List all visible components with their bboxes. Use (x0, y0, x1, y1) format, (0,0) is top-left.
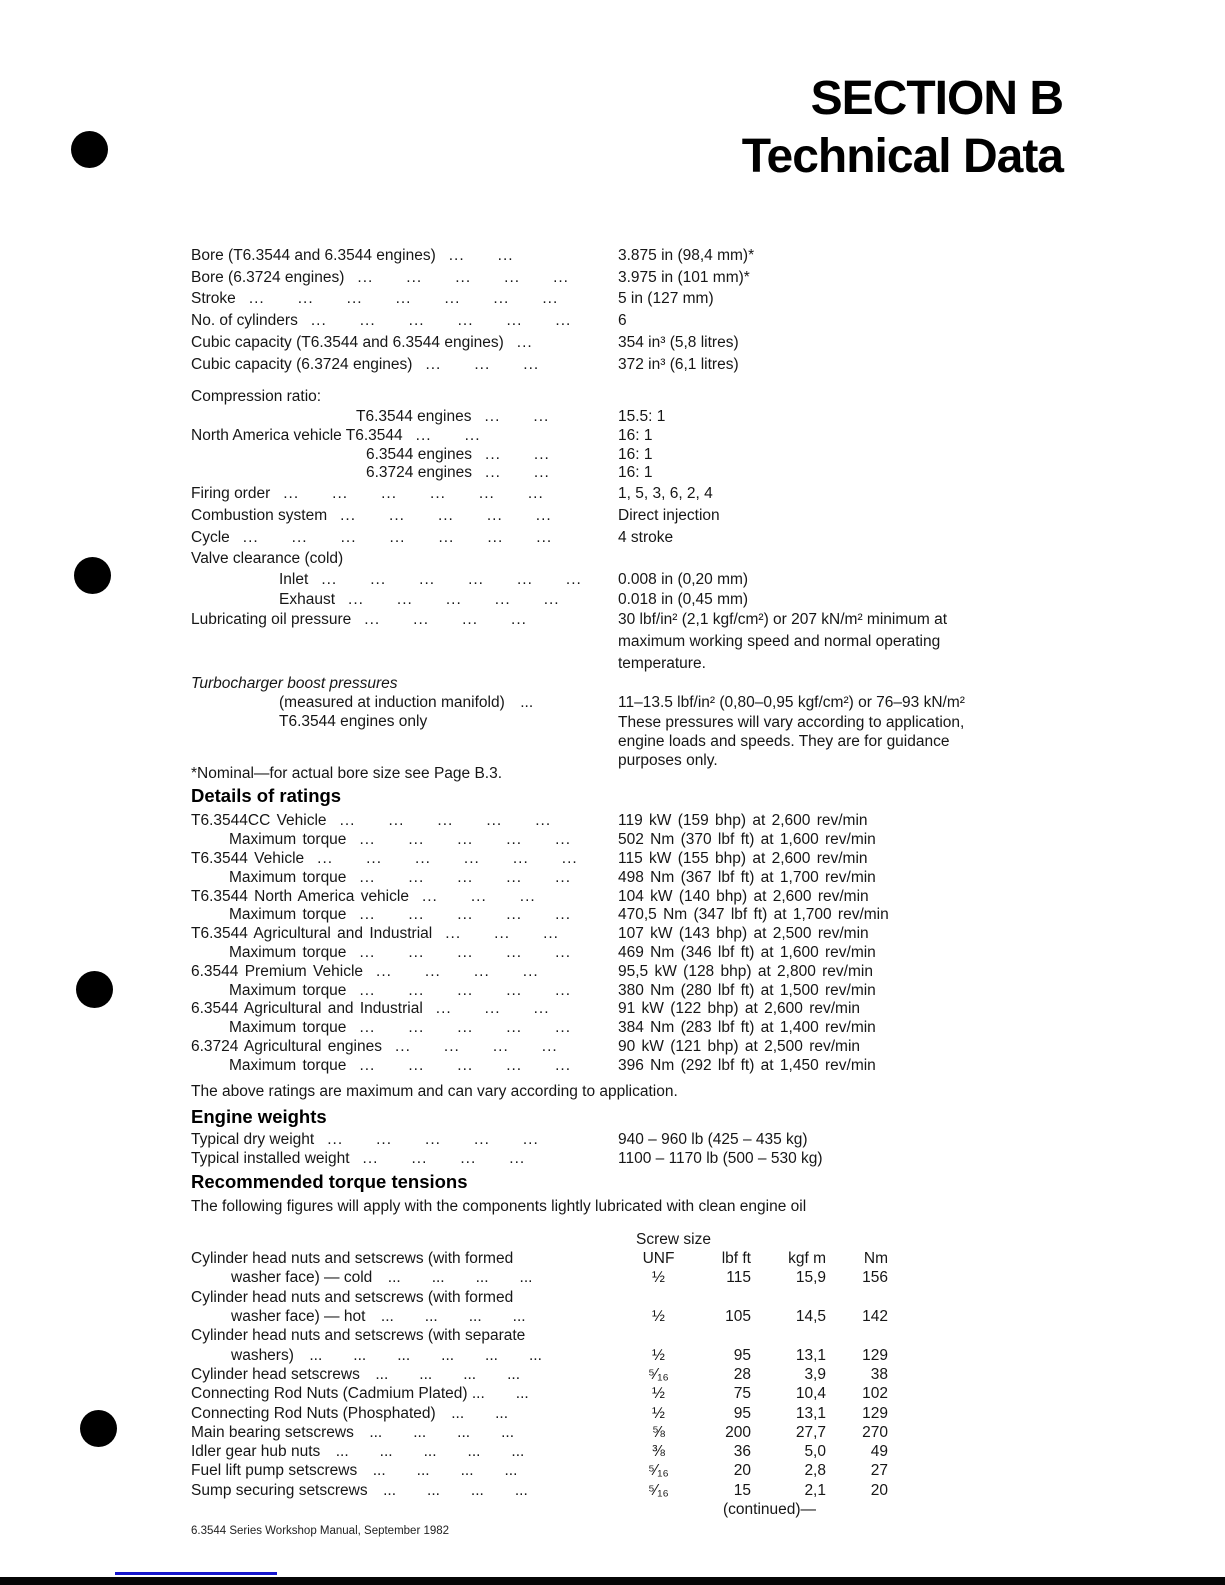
rating-label: Maximum torque ... ... ... ... ... (229, 868, 572, 886)
rating-label: 6.3544 Agricultural and Industrial ... ... ... (191, 1000, 550, 1018)
rating-value: 384 Nm (283 lbf ft) at 1,400 rev/min (618, 1019, 876, 1037)
torque-intro: The following figures will apply with the components lightly lubricated with clean engine oil (191, 1198, 807, 1216)
torque-nm: 142 (862, 1308, 888, 1326)
torque-kgfm: 14,5 (795, 1308, 826, 1326)
torque-row (191, 1404, 1061, 1423)
torque-row (191, 1249, 1061, 1288)
spec-label: Stroke ... ... ... ... ... ... ... (191, 290, 559, 308)
torque-lbfft: 75 (733, 1385, 751, 1403)
rating-label: T6.3544CC Vehicle ... ... ... ... ... (191, 812, 552, 830)
rating-value: 119 kW (159 bhp) at 2,600 rev/min (618, 812, 868, 830)
dot-leader: ... ... ... (445, 925, 559, 943)
bore-footnote: *Nominal—for actual bore size see Page B.3. (191, 765, 503, 783)
rating-label: Maximum torque ... ... ... ... ... (229, 943, 572, 961)
torque-lbfft: 105 (725, 1308, 751, 1326)
dot-leader: ... ... ... (421, 887, 536, 905)
torque-kgfm: 2,8 (804, 1462, 826, 1480)
torque-kgfm: 13,1 (795, 1404, 826, 1422)
spec-row (191, 446, 1061, 465)
torque-unf: ⁵⁄₁₆ (648, 1462, 669, 1480)
dot-leader: ... ... ... ... ... ... (317, 850, 578, 867)
spec-label: Bore (6.3724 engines) ... ... ... ... ... (191, 268, 569, 286)
torque-heading: Recommended torque tensions (191, 1171, 468, 1193)
dot-leader: ... ... ... ... ... (359, 868, 572, 886)
torque-unf: ⅝ (652, 1423, 665, 1441)
dot-leader: ... ... ... ... ... (359, 906, 572, 924)
torque-row-label: Main bearing setscrews ... ... ... ... (191, 1423, 514, 1441)
torque-kgfm: 5,0 (804, 1443, 826, 1461)
torque-kgfm: 27,7 (795, 1423, 826, 1441)
spec-row (191, 527, 1061, 549)
torque-unf: ½ (652, 1308, 665, 1326)
dot-leader: ... ... ... ... ... (348, 590, 560, 608)
torque-row (191, 1288, 1061, 1327)
spec-row (191, 354, 1061, 376)
torque-lbfft: 36 (733, 1443, 751, 1461)
page-content (191, 245, 1061, 1537)
rating-row (191, 812, 1061, 831)
dot-leader: ... ... ... ... ... (359, 1019, 572, 1037)
torque-unf: ½ (652, 1385, 665, 1403)
spec-label: Combustion system ... ... ... ... ... (191, 506, 552, 524)
rating-row (191, 850, 1061, 869)
torque-nm: 129 (862, 1404, 888, 1422)
spec-value: 3.875 in (98,4 mm)* (618, 247, 755, 264)
spec-label: North America vehicle T6.3544 ... ... (191, 426, 481, 444)
rating-label: T6.3544 Agricultural and Industrial ... ... ... (191, 925, 559, 943)
weight-label: Typical dry weight ... ... ... ... ... (191, 1130, 539, 1148)
spec-row (191, 609, 1061, 674)
spec-row (191, 570, 1061, 590)
rating-value: 104 kW (140 bhp) at 2,600 rev/min (618, 887, 869, 905)
turbo-boost-block (191, 674, 1061, 770)
torque-nm: 20 (870, 1481, 888, 1499)
spec-value: 5 in (127 mm) (618, 290, 714, 308)
spec-label: Firing order ... ... ... ... ... ... (191, 485, 544, 503)
rating-value: 498 Nm (367 lbf ft) at 1,700 rev/min (618, 868, 876, 886)
col-header-kgfm: kgf m (788, 1250, 826, 1268)
weight-row (191, 1130, 1061, 1149)
blue-underline-mark (115, 1572, 277, 1575)
torque-row (191, 1384, 1061, 1403)
torque-kgfm: 13,1 (795, 1346, 826, 1364)
col-header-nm: Nm (863, 1250, 888, 1268)
spec-value: 16: 1 (618, 445, 653, 463)
dot-leader: ... ... ... ... ... (357, 268, 569, 286)
rating-label: Maximum torque ... ... ... ... ... (229, 1056, 572, 1074)
ratings-heading: Details of ratings (191, 785, 342, 807)
rating-value: 95,5 kW (128 bhp) at 2,800 rev/min (618, 962, 873, 980)
torque-row (191, 1442, 1061, 1461)
punch-hole (76, 971, 113, 1008)
torque-kgfm: 15,9 (795, 1269, 826, 1287)
torque-lbfft: 115 (726, 1269, 751, 1287)
torque-row-label: Cylinder head setscrews ... ... ... ... (191, 1365, 521, 1383)
page-bottom-scan-bar (0, 1577, 1225, 1585)
torque-row-label: Cylinder head nuts and setscrews (with formed washer face) — hot ... ... ... ... (191, 1288, 526, 1326)
spec-row (191, 332, 1061, 354)
dot-leader: ... ... ... ... ... ... (321, 570, 582, 588)
torque-nm: 38 (870, 1365, 888, 1383)
torque-row-label: Connecting Rod Nuts (Cadmium Plated) ... ... (191, 1385, 529, 1403)
dot-leader: ... ... ... ... (376, 962, 539, 980)
spec-value: 1, 5, 3, 6, 2, 4 (618, 485, 713, 503)
torque-lbfft: 28 (733, 1365, 751, 1383)
rating-label: Maximum torque ... ... ... ... ... (229, 831, 572, 849)
rating-label: T6.3544 Vehicle ... ... ... ... ... ... (191, 850, 578, 867)
turbo-line2: (measured at induction manifold) ... (279, 694, 534, 712)
torque-row (191, 1365, 1061, 1384)
ratings-note: The above ratings are maximum and can vary according to application. (191, 1082, 678, 1100)
col-header-unf: UNF (642, 1250, 675, 1268)
rating-value: 90 kW (121 bhp) at 2,500 rev/min (618, 1037, 861, 1055)
torque-nm: 27 (870, 1462, 888, 1480)
spec-label: 6.3544 engines ... ... (366, 445, 550, 463)
rating-row (191, 906, 1061, 925)
spec-row (191, 408, 1061, 427)
torque-kgfm: 3,9 (804, 1365, 826, 1383)
rating-row (191, 888, 1061, 907)
rating-value: 107 kW (143 bhp) at 2,500 rev/min (618, 925, 869, 943)
punch-hole (74, 557, 111, 594)
rating-row (191, 831, 1061, 850)
turbo-labels (191, 674, 618, 770)
spec-value: 15.5: 1 (618, 407, 666, 425)
torque-unf: ⅜ (652, 1443, 665, 1461)
torque-unf: ½ (652, 1404, 665, 1422)
document-footer: 6.3544 Series Workshop Manual, September 1982 (191, 1525, 450, 1538)
torque-nm: 49 (870, 1443, 888, 1461)
weight-row (191, 1149, 1061, 1168)
torque-unf: ⁵⁄₁₆ (648, 1365, 669, 1383)
spec-row (191, 505, 1061, 527)
torque-kgfm: 2,1 (804, 1481, 826, 1499)
spec-value: 30 lbf/in² (2,1 kgf/cm²) or 207 kN/m² minimum at maximum working speed and normal operating temperature. (618, 611, 948, 672)
spec-row (191, 483, 1061, 505)
turbo-line3: T6.3544 engines only (279, 713, 428, 731)
rating-value: 396 Nm (292 lbf ft) at 1,450 rev/min (618, 1056, 876, 1074)
rating-row (191, 1000, 1061, 1019)
torque-lbfft: 95 (733, 1404, 751, 1422)
spec-value: 354 in³ (5,8 litres) (618, 333, 739, 351)
rating-label: 6.3544 Premium Vehicle ... ... ... ... (191, 962, 539, 980)
spec-label: No. of cylinders ... ... ... ... ... ... (191, 312, 572, 330)
spec-value: 16: 1 (618, 426, 653, 444)
torque-row (191, 1481, 1061, 1500)
continued-marker: (continued)— (723, 1501, 817, 1519)
screw-size-label: Screw size (636, 1231, 711, 1249)
spec-row (191, 245, 1061, 267)
rating-value: 380 Nm (280 lbf ft) at 1,500 rev/min (618, 981, 876, 999)
torque-row-label: Fuel lift pump setscrews ... ... ... ... (191, 1462, 518, 1480)
spec-row (191, 427, 1061, 446)
punch-hole (80, 1410, 117, 1447)
rating-row (191, 1038, 1061, 1057)
rating-label: 6.3724 Agricultural engines ... ... ... ... (191, 1037, 558, 1055)
rating-value: 469 Nm (346 lbf ft) at 1,600 rev/min (618, 943, 876, 961)
engine-spec-list (191, 245, 1061, 674)
weight-label: Typical installed weight ... ... ... ... (191, 1149, 526, 1167)
torque-row-label: Connecting Rod Nuts (Phosphated) ... ... (191, 1404, 509, 1422)
torque-nm: 156 (862, 1269, 888, 1287)
dot-leader: ... ... ... ... ... (359, 1056, 572, 1074)
weights-list (191, 1130, 1061, 1169)
spec-row (191, 310, 1061, 332)
spec-value: 0.008 in (0,20 mm) (618, 570, 749, 588)
weights-heading: Engine weights (191, 1105, 327, 1127)
torque-row-label: Idler gear hub nuts ... ... ... ... ... (191, 1443, 525, 1461)
rating-row (191, 1057, 1061, 1076)
section-title-block (742, 70, 1063, 186)
rating-value: 502 Nm (370 lbf ft) at 1,600 rev/min (618, 831, 876, 849)
turbo-values (618, 674, 990, 770)
spec-value: 16: 1 (618, 464, 653, 482)
rating-row (191, 944, 1061, 963)
dot-leader: ... ... (448, 247, 514, 264)
dot-leader: ... ... ... (435, 1000, 550, 1018)
dot-leader: ... ... ... ... (362, 1149, 526, 1167)
spec-label: Cycle ... ... ... ... ... ... ... (191, 528, 553, 546)
dot-leader: ... ... ... ... ... (359, 831, 572, 849)
torque-table-rows (191, 1249, 1061, 1500)
rating-value: 470,5 Nm (347 lbf ft) at 1,700 rev/min (618, 906, 889, 924)
weight-value: 940 – 960 lb (425 – 435 kg) (618, 1130, 808, 1148)
dot-leader: ... ... (485, 464, 550, 482)
ratings-list (191, 812, 1061, 1075)
dot-leader: ... ... ... ... (364, 611, 527, 629)
spec-label: Bore (T6.3544 and 6.3544 engines) ... ... (191, 247, 514, 264)
spec-label: Lubricating oil pressure ... ... ... ... (191, 611, 527, 629)
torque-nm: 129 (862, 1346, 888, 1364)
rating-row (191, 869, 1061, 888)
rating-row (191, 1019, 1061, 1038)
spec-value: Direct injection (618, 506, 720, 524)
rating-row (191, 925, 1061, 944)
torque-row (191, 1423, 1061, 1442)
spec-label: Compression ratio: (191, 388, 322, 406)
spec-label: T6.3544 engines ... ... (356, 407, 550, 425)
spec-label: 6.3724 engines ... ... (366, 464, 550, 482)
rating-row (191, 963, 1061, 982)
weight-value: 1100 – 1170 lb (500 – 530 kg) (618, 1149, 823, 1167)
rating-value: 115 kW (155 bhp) at 2,600 rev/min (618, 850, 868, 867)
torque-row (191, 1326, 1061, 1365)
dot-leader: ... ... (484, 407, 550, 425)
spec-value: 3.975 in (101 mm)* (618, 268, 750, 286)
torque-row (191, 1461, 1061, 1480)
rating-label: Maximum torque ... ... ... ... ... (229, 981, 572, 999)
spec-label: Valve clearance (cold) (191, 550, 344, 568)
spec-value (618, 548, 990, 570)
dot-leader: ... ... ... (425, 355, 540, 373)
spec-row (191, 386, 1061, 408)
dot-leader: ... ... ... ... ... ... ... (248, 290, 559, 308)
col-header-lbfft: lbf ft (721, 1250, 751, 1268)
dot-leader: ... ... (485, 445, 550, 463)
spec-row (191, 288, 1061, 310)
dot-leader: ... ... ... ... ... (359, 943, 572, 961)
dot-leader: ... ... ... ... ... (340, 506, 552, 524)
rating-value: 91 kW (122 bhp) at 2,600 rev/min (618, 1000, 861, 1018)
spec-value: 6 (618, 312, 627, 330)
spec-value: 372 in³ (6,1 litres) (618, 355, 739, 373)
spec-label: Inlet ... ... ... ... ... ... (279, 570, 582, 588)
spec-row (191, 267, 1061, 289)
dot-leader: ... ... ... ... ... (339, 812, 552, 830)
torque-unf: ⁵⁄₁₆ (648, 1481, 669, 1499)
spec-value: 4 stroke (618, 528, 674, 546)
rating-label: T6.3544 North America vehicle ... ... ... (191, 887, 536, 905)
section-title: SECTION B (810, 72, 1063, 125)
spec-value (618, 386, 990, 408)
torque-row-label: Sump securing setscrews ... ... ... ... (191, 1481, 528, 1499)
spec-row (191, 548, 1061, 570)
rating-label: Maximum torque ... ... ... ... ... (229, 1019, 572, 1037)
dot-leader: ... ... ... ... (395, 1037, 558, 1055)
torque-lbfft: 20 (733, 1462, 751, 1480)
torque-unf: ½ (652, 1346, 665, 1364)
turbo-pressure-value: 11–13.5 lbf/in² (0,80–0,95 kgf/cm²) or 76–93 kN/m² (618, 694, 965, 712)
turbo-title: Turbocharger boost pressures (191, 675, 398, 693)
torque-nm: 102 (862, 1385, 888, 1403)
torque-kgfm: 10,4 (795, 1385, 826, 1403)
turbo-pressure-note: These pressures will vary according to application, engine loads and speeds. They are for guidance purposes only. (618, 713, 965, 770)
dot-leader: ... ... ... ... ... ... (283, 485, 544, 503)
torque-nm: 270 (862, 1423, 888, 1441)
dot-leader: ... ... (415, 426, 481, 444)
punch-hole (71, 131, 108, 168)
torque-row-label: Cylinder head nuts and setscrews (with separate washers) ... ... ... ... ... ... (191, 1327, 542, 1364)
spec-value: 0.018 in (0,45 mm) (618, 590, 749, 608)
dot-leader: ... ... ... ... ... ... ... (242, 528, 553, 546)
rating-label: Maximum torque ... ... ... ... ... (229, 906, 572, 924)
spec-label: Cubic capacity (6.3724 engines) ... ... ... (191, 355, 540, 373)
dot-leader: ... ... ... ... ... (359, 981, 572, 999)
dot-leader: ... (516, 333, 533, 351)
dot-leader: ... ... ... ... ... ... (310, 312, 572, 330)
spec-label: Cubic capacity (T6.3544 and 6.3544 engines) ... (191, 333, 533, 351)
torque-row-label: Cylinder head nuts and setscrews (with formed washer face) — cold ... ... ... ... (191, 1250, 533, 1287)
torque-lbfft: 15 (733, 1481, 751, 1499)
spec-row (191, 590, 1061, 610)
dot-leader: ... ... ... ... ... (327, 1130, 539, 1148)
rating-row (191, 982, 1061, 1001)
section-subtitle: Technical Data (741, 130, 1063, 183)
torque-lbfft: 95 (733, 1346, 751, 1364)
torque-lbfft: 200 (725, 1423, 751, 1441)
spec-label: Exhaust ... ... ... ... ... (279, 590, 560, 608)
spec-row (191, 464, 1061, 483)
torque-unf: ½ (652, 1269, 665, 1287)
